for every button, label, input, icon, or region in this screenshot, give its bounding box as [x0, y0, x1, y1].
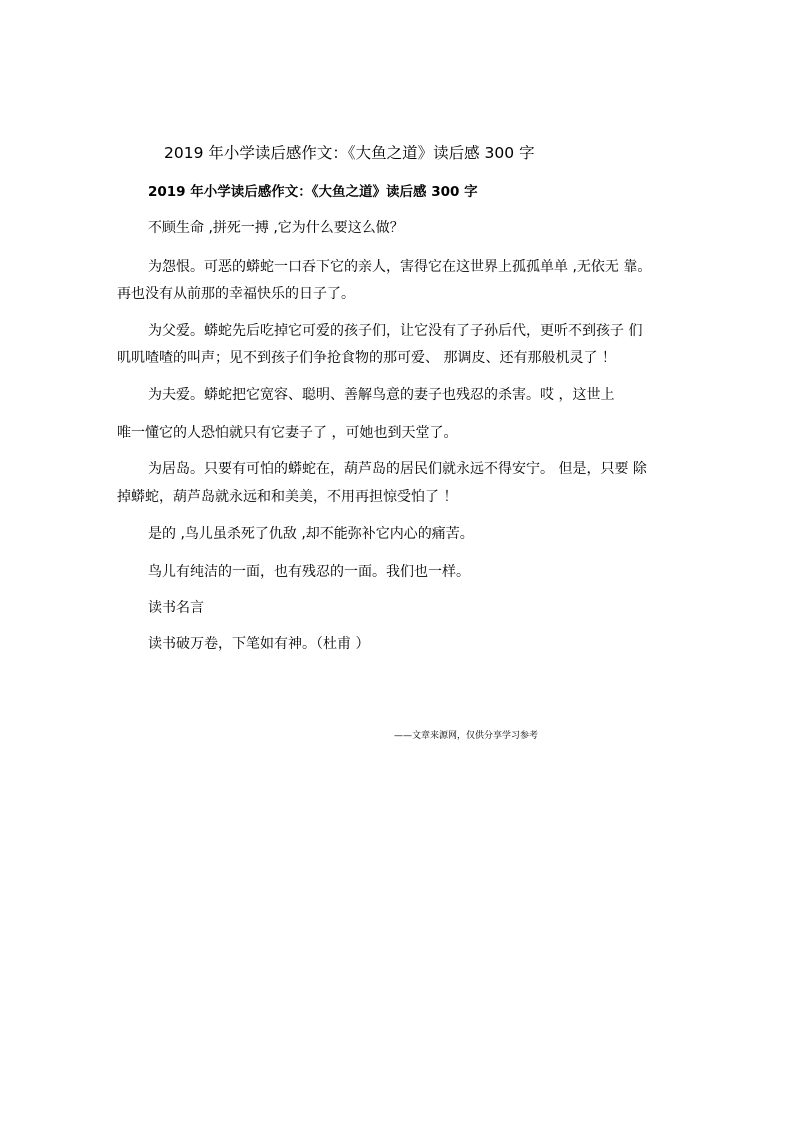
paragraph-7-line-1: 鸟儿有纯洁的一面，也有残忍的一面。我们也一样。: [148, 564, 470, 580]
paragraph-9-line-1: 读书破万卷，下笔如有神。（杜甫 ）: [148, 636, 370, 652]
paragraph-4-line-1: 为夫爱。蟒蛇把它宽容、聪明、善解鸟意的妻子也残忍的杀害。哎 ，这世上: [148, 387, 615, 403]
document-footer: ——文章来源网，仅供分享学习参考: [394, 731, 539, 741]
paragraph-3-line-1: 为父爱。蟒蛇先后吃掉它可爱的孩子们，让它没有了子孙后代，更听不到孩子 们: [148, 323, 643, 339]
document-title: 2019 年小学读后感作文：《大鱼之道》读后感 300 字: [164, 144, 535, 162]
paragraph-5-line-2: 掉蟒蛇，葫芦岛就永远和和美美，不用再担惊受怕了 ！: [117, 489, 458, 505]
paragraph-4-line-2: 唯一懂它的人恐怕就只有它妻子了 ，可她也到天堂了。: [117, 425, 458, 441]
paragraph-1-line-1: 不顾生命 ,拼死一搏 ,它为什么要这么做？: [148, 220, 404, 236]
document-subtitle: 2019 年小学读后感作文：《大鱼之道》读后感 300 字: [148, 184, 478, 200]
paragraph-2-line-2: 再也没有从前那的幸福快乐的日子了。: [117, 286, 355, 302]
paragraph-2-line-1: 为怨恨。可恶的蟒蛇一口吞下它的亲人，害得它在这世界上孤孤单单 ,无依无 靠。: [148, 259, 652, 275]
paragraph-6-line-1: 是的 ,鸟儿虽杀死了仇敌 ,却不能弥补它内心的痛苦。: [148, 526, 474, 542]
paragraph-3-line-2: 叽叽喳喳的叫声；见不到孩子们争抢食物的那可爱、 那调皮、还有那般机灵了 ！: [117, 350, 616, 366]
paragraph-5-line-1: 为居岛。只要有可怕的蟒蛇在，葫芦岛的居民们就永远不得安宁。 但是，只要 除: [148, 461, 647, 477]
paragraph-8-line-1: 读书名言: [148, 600, 204, 616]
